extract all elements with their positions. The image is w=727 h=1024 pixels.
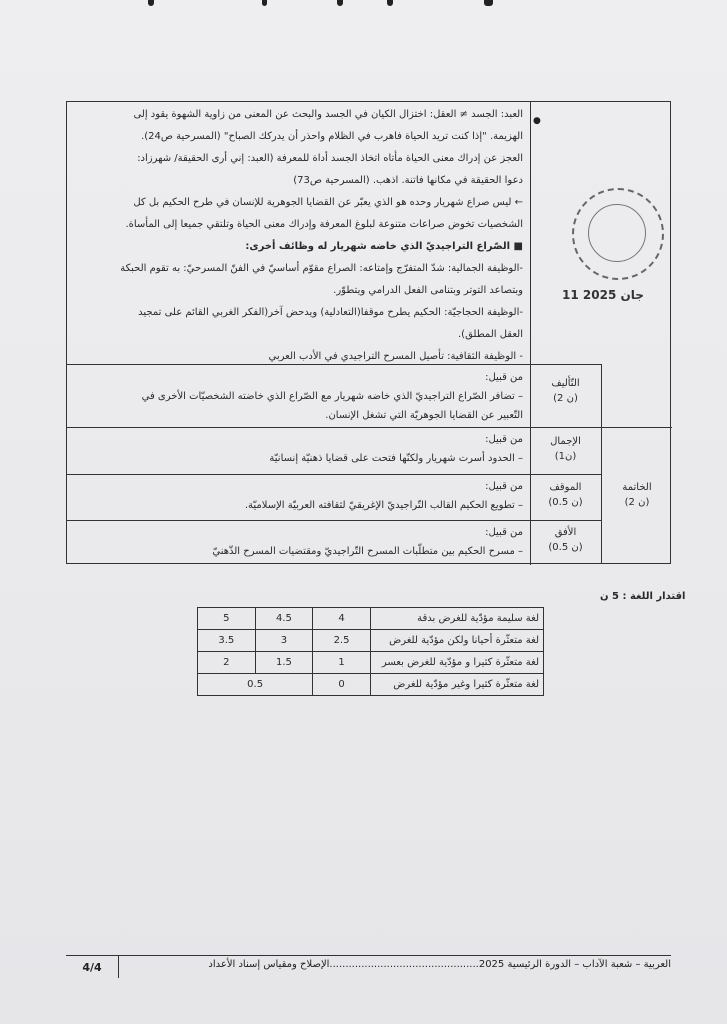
table-row: 0.5 0 لغة متعثّرة كثيرا وغير مؤدّية للغرض [198, 674, 544, 696]
body-line: دعوا الحقيقة في مكانها فاتنة. اذهب. (المسرحية ص73) [293, 175, 523, 186]
row-label-horizon: الأفق (0.5 ن) [548, 527, 583, 553]
table-row: 5 4.5 4 لغة سليمة مؤدّية للغرض بدقة [198, 608, 544, 630]
body-line: -الوظيفة الجمالية: شدّ المتفرّج وإمتاعه: الصراع مقوّم أساسيّ في الفنّ المسرحيّ: به تقوم الحبكة [120, 263, 523, 274]
body-line: ← ليس صراع شهريار وحده هو الذي يعبّر عن القضايا الجوهرية للإنسان في طرح الحكيم بل كل [133, 197, 523, 208]
top-scan-marks [0, 0, 727, 12]
row-label-position: الموقف (0.5 ن) [548, 482, 583, 508]
grid-row-divider [67, 520, 601, 521]
main-body-text [71, 104, 523, 368]
row-text-horizon: من قبيل: – مسرح الحكيم بين متطلّبات المسرح التّراجيديّ ومقتضيات المسرح الذّهنيّ [212, 527, 523, 557]
language-score-table [197, 607, 544, 696]
body-line: العبد: الجسد ≠ العقل: اختزال الكيان في الجسد والبحث عن المعنى من زاوية الشهوة يقود إلى [133, 109, 523, 120]
body-line: الشخصيات تخوض صراعات متنوعة لبلوغ المعرفة وإدراك معنى الحياة وتلتقي جميعا إلى المأساة. [125, 219, 523, 230]
table-row: 3.5 3 2.5 لغة متعثّرة أحيانا ولكن مؤدّية للغرض [198, 630, 544, 652]
table-row: 2 1.5 1 لغة متعثّرة كثيرا و مؤدّية للغرض بعسر [198, 652, 544, 674]
footer-title: العربية – شعبة الآداب – الدورة الرئيسية 2025...............................................الإصلاح ومقياس إسناد الأعداد [208, 959, 671, 970]
body-line: العجز عن إدراك معنى الحياة مأتاه اتخاذ الجسد أداة للمعرفة (العبد: إني أرى الحقيقة/ شهرزاد: [137, 153, 523, 164]
official-stamp [572, 188, 664, 280]
row-label-composition: التّأليف (2 ن) [551, 378, 580, 404]
grading-grid [66, 101, 671, 564]
body-line: الهزيمة. "إذا كنت تريد الحياة فاهرب في الظلام واحذر أن يدركك الصباح" (المسرحية ص24). [141, 131, 523, 142]
body-heading: ■ الصّراع التراجيديّ الذي خاضه شهريار له وظائف أخرى: [245, 241, 523, 252]
grid-row-divider [67, 427, 672, 428]
row-text-composition: من قبيل: – تضافر الصّراع التراجيديّ الذي خاضه شهريار مع الصّراع الذي خاضته الشخصيّات الأخرى في التّعبير عن القضايا الجوهريّة التي تشغل الإنسان. [141, 372, 523, 421]
page-footer [66, 955, 671, 980]
row-text-position: من قبيل: – تطويع الحكيم القالب التّراجيديّ الإغريقيّ لثقافته العربيّة الإسلاميّة. [244, 481, 523, 511]
language-score-title: اقتدار اللغة : 5 ن [600, 591, 686, 602]
page-number: 4/4 [82, 961, 102, 974]
grid-col-divider-right [601, 364, 602, 564]
row-label-summary: الإجمال (1ن) [550, 436, 581, 462]
body-line: -الوظيفة الحجاجيّة: الحكيم يطرح موقفا(التعادلية) ويدحض آخر(الفكر الغربي القائم على تمجيد [138, 307, 523, 318]
body-line: العقل المطلق). [458, 329, 523, 340]
conclusion-label: الخاتمة (2 ن) [622, 482, 652, 508]
grid-row-divider [67, 474, 601, 475]
body-line: وبتصاعد التوتر وبتنامى الفعل الدرامي ويتطوّر. [333, 285, 523, 296]
row-text-summary: من قبيل: – الحدود أسرت شهريار ولكنّها فتحت على قضايا ذهنيّة إنسانيّة [269, 434, 523, 464]
body-line: - الوظيفة الثقافية: تأصيل المسرح التراجيدي في الأدب العربي [268, 351, 523, 362]
stamp-date: 11 جان 2025 [562, 288, 644, 302]
bullet-icon: ● [533, 116, 541, 126]
